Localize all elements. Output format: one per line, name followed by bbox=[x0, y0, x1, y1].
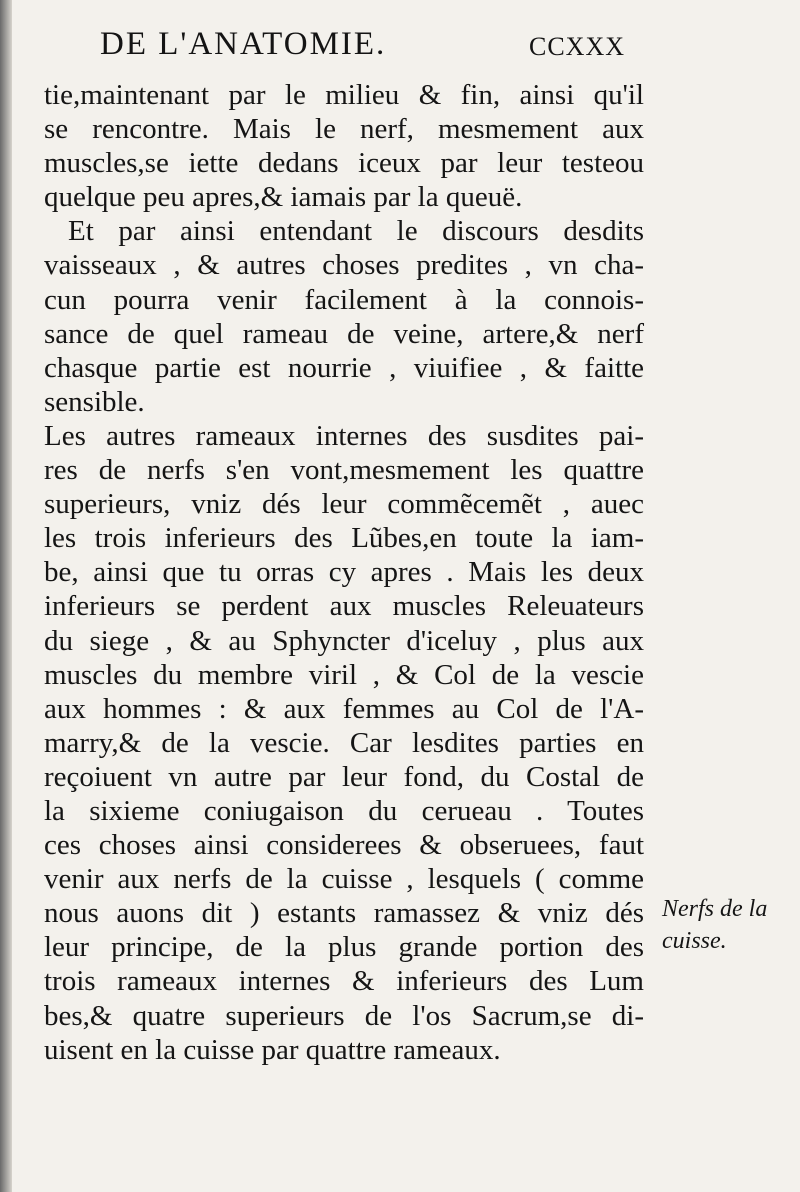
text-line: cun pourra venir facilement à la connois- bbox=[44, 283, 644, 316]
text-line: se rencontre. Mais le nerf, mesmement aux bbox=[44, 113, 644, 146]
text-line: be, ainsi que tu orras cy apres . Mais les deux bbox=[44, 556, 644, 589]
text-line: uisent en la cuisse par quattre rameaux. bbox=[44, 1033, 501, 1066]
running-title: DE L'ANATOMIE. bbox=[100, 26, 387, 62]
text-line: vaisseaux , & autres choses predites , vn cha- bbox=[44, 249, 644, 282]
text-line: venir aux nerfs de la cuisse , lesquels ( comme bbox=[44, 863, 644, 896]
body-text bbox=[44, 78, 644, 1067]
text-line: muscles du membre viril , & Col de la vescie bbox=[44, 658, 644, 691]
text-line: ces choses ainsi considerees & obseruees, faut bbox=[44, 829, 644, 862]
margin-note-line: cuisse. bbox=[662, 928, 727, 954]
margin-note-line: Nerfs de la bbox=[662, 896, 768, 922]
text-line: Et par ainsi entendant le discours desdits bbox=[68, 215, 644, 248]
text-line: la sixieme coniugaison du cerueau . Toutes bbox=[44, 794, 644, 827]
text-line: leur principe, de la plus grande portion des bbox=[44, 931, 644, 964]
page-header bbox=[100, 26, 625, 70]
text-line: res de nerfs s'en vont,mesmement les quattre bbox=[44, 454, 644, 487]
text-line: chasque partie est nourrie , viuifiee , & faitte bbox=[44, 351, 644, 384]
margin-note bbox=[662, 893, 787, 957]
text-line: reçoiuent vn autre par leur fond, du Costal de bbox=[44, 760, 644, 793]
text-line: sance de quel rameau de veine, artere,& nerf bbox=[44, 317, 644, 350]
text-line: du siege , & au Sphyncter d'iceluy , plus aux bbox=[44, 624, 644, 657]
text-line: quelque peu apres,& iamais par la queuë. bbox=[44, 181, 523, 214]
text-line: superieurs, vniz dés leur commẽcemẽt , auec bbox=[44, 488, 644, 521]
text-line: inferieurs se perdent aux muscles Releuateurs bbox=[44, 590, 644, 623]
text-line: tie,maintenant par le milieu & fin, ainsi qu'il bbox=[44, 79, 644, 111]
text-line: les trois inferieurs des Lũbes,en toute la iam- bbox=[44, 522, 644, 555]
text-line: marry,& de la vescie. Car lesdites parties en bbox=[44, 726, 644, 759]
text-line: nous auons dit ) estants ramassez & vniz dés bbox=[44, 897, 644, 930]
text-line: muscles,se iette dedans iceux par leur testeou bbox=[44, 147, 644, 180]
text-line: bes,& quatre superieurs de l'os Sacrum,se di- bbox=[44, 999, 644, 1032]
folio-number: CCXXX bbox=[528, 32, 625, 61]
text-line: sensible. bbox=[44, 385, 145, 418]
text-line: aux hommes : & aux femmes au Col de l'A- bbox=[44, 692, 644, 725]
text-line: Les autres rameaux internes des susdites pai- bbox=[44, 419, 644, 452]
text-line: trois rameaux internes & inferieurs des Lum bbox=[44, 965, 644, 998]
page-gutter-shadow bbox=[0, 0, 12, 1192]
